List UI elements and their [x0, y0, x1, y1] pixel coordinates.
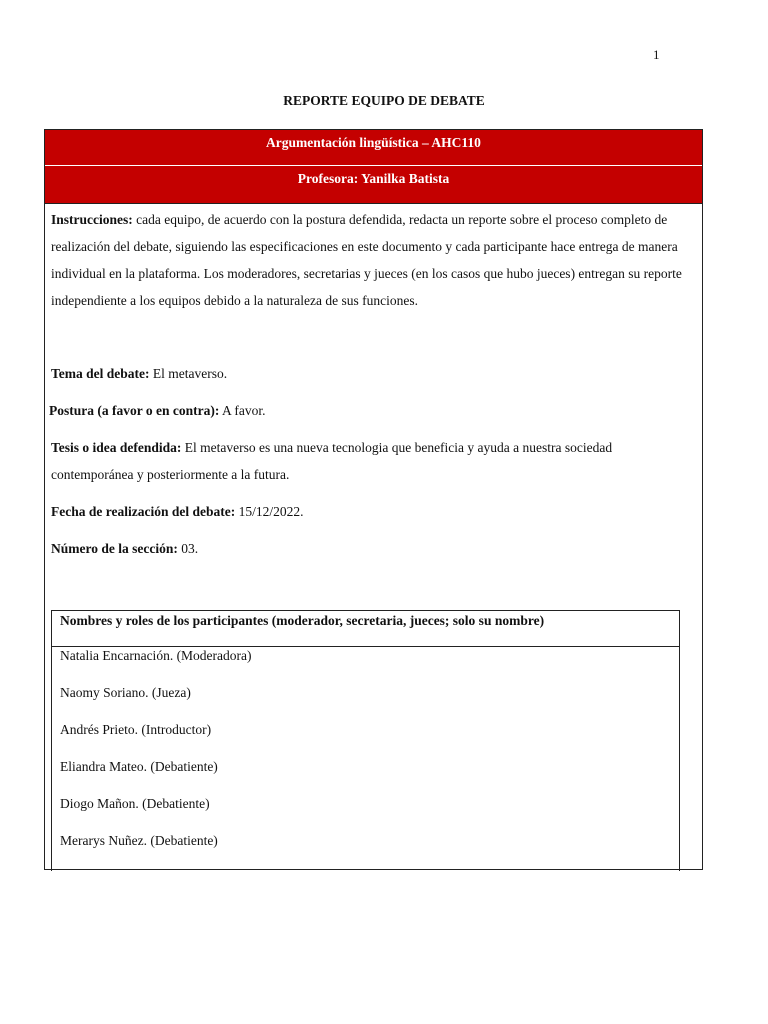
report-body — [45, 204, 702, 562]
course-header: Argumentación lingüística – AHC110 — [45, 130, 702, 166]
report-table — [44, 129, 703, 870]
tesis-label: Tesis o idea defendida: — [51, 440, 182, 455]
participants-header: Nombres y roles de los participantes (moderador, secretaria, jueces; solo su nombre) — [52, 611, 679, 647]
participant-item: Andrés Prieto. (Introductor) — [60, 722, 212, 737]
document-title: REPORTE EQUIPO DE DEBATE — [283, 93, 485, 108]
participant-item: Diogo Mañon. (Debatiente) — [60, 796, 210, 811]
participant-item: Natalia Encarnación. (Moderadora) — [60, 648, 252, 663]
participants-list — [52, 647, 679, 869]
fecha-label: Fecha de realización del debate: — [51, 504, 236, 519]
participant-item: Merarys Nuñez. (Debatiente) — [60, 833, 218, 848]
tema-label: Tema del debate: — [51, 366, 150, 381]
postura-label: Postura (a favor o en contra): — [49, 403, 220, 418]
instructions-label: Instrucciones: — [51, 212, 133, 227]
tema-value: El metaverso. — [149, 366, 228, 381]
seccion-value: 03. — [177, 541, 199, 556]
fecha-value: 15/12/2022. — [235, 504, 304, 519]
field-seccion — [51, 535, 696, 562]
instructions-text: cada equipo, de acuerdo con la postura defendida, redacta un reporte sobre el proceso completo de realización del debate, siguiendo las especificaciones en este documento y cada participante hace entrega de manera individual en la plataforma. Los moderadores, secretarias y jueces (en los casos que hubo jueces) entregan su reporte independiente a los equipos debido a la naturaleza de sus funciones. — [51, 212, 682, 308]
participant-item: Eliandra Mateo. (Debatiente) — [60, 759, 218, 774]
field-tema — [51, 360, 696, 387]
participant-item: Naomy Soriano. (Jueza) — [60, 685, 191, 700]
postura-value: A favor. — [219, 403, 266, 418]
participants-table — [51, 610, 680, 871]
field-tesis — [51, 434, 696, 488]
instructions-paragraph — [51, 206, 696, 314]
professor-header: Profesora: Yanilka Batista — [45, 166, 702, 204]
field-postura — [49, 397, 696, 424]
field-fecha — [51, 498, 696, 525]
seccion-label: Número de la sección: — [51, 541, 178, 556]
page-number: 1 — [653, 47, 660, 62]
tesis-value: El metaverso es una nueva tecnologia que beneficia y ayuda a nuestra sociedad contemporánea y posteriormente a la futura. — [51, 440, 613, 482]
